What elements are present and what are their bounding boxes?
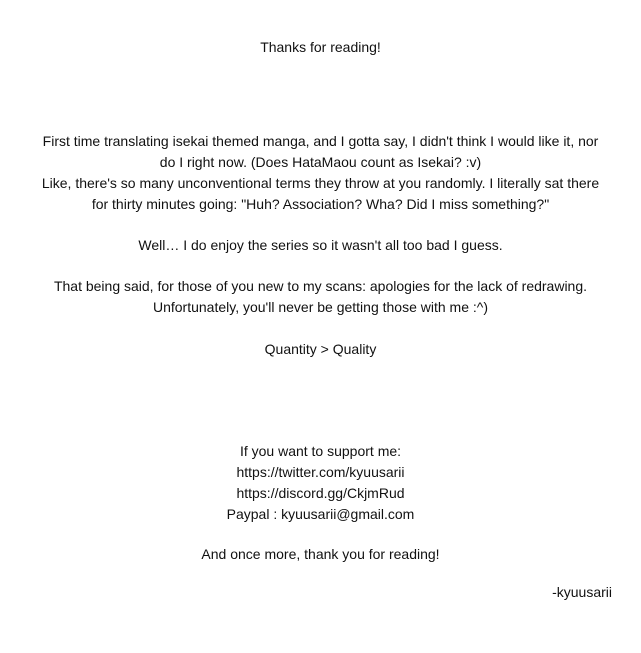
- paragraph-redraw-line-2: Unfortunately, you'll never be getting those with me :^): [152, 299, 489, 315]
- paragraph-line-3: Like, there's so many unconventional terms they throw at you randomly. I literally sat there: [41, 175, 600, 191]
- note-heading: Thanks for reading!: [260, 39, 381, 55]
- paragraph-line-1: First time translating isekai themed manga, and I gotta say, I didn't think I would like it, nor: [42, 133, 599, 149]
- closing-line: And once more, thank you for reading!: [201, 546, 440, 562]
- paragraph-redraw-line-1: That being said, for those of you new to my scans: apologies for the lack of redrawing.: [53, 278, 588, 294]
- support-intro: If you want to support me:: [239, 443, 402, 459]
- twitter-link: https://twitter.com/kyuusarii: [236, 464, 405, 480]
- motto: Quantity > Quality: [264, 341, 377, 357]
- discord-link: https://discord.gg/CkjmRud: [236, 485, 405, 501]
- paragraph-line-2: do I right now. (Does HataMaou count as Isekai? :v): [159, 154, 482, 170]
- paypal-info: Paypal : kyuusarii@gmail.com: [226, 506, 415, 522]
- paragraph-well: Well… I do enjoy the series so it wasn't all too bad I guess.: [138, 237, 503, 253]
- signature: -kyuusarii: [552, 584, 612, 600]
- paragraph-line-4: for thirty minutes going: "Huh? Association? Wha? Did I miss something?": [91, 196, 550, 212]
